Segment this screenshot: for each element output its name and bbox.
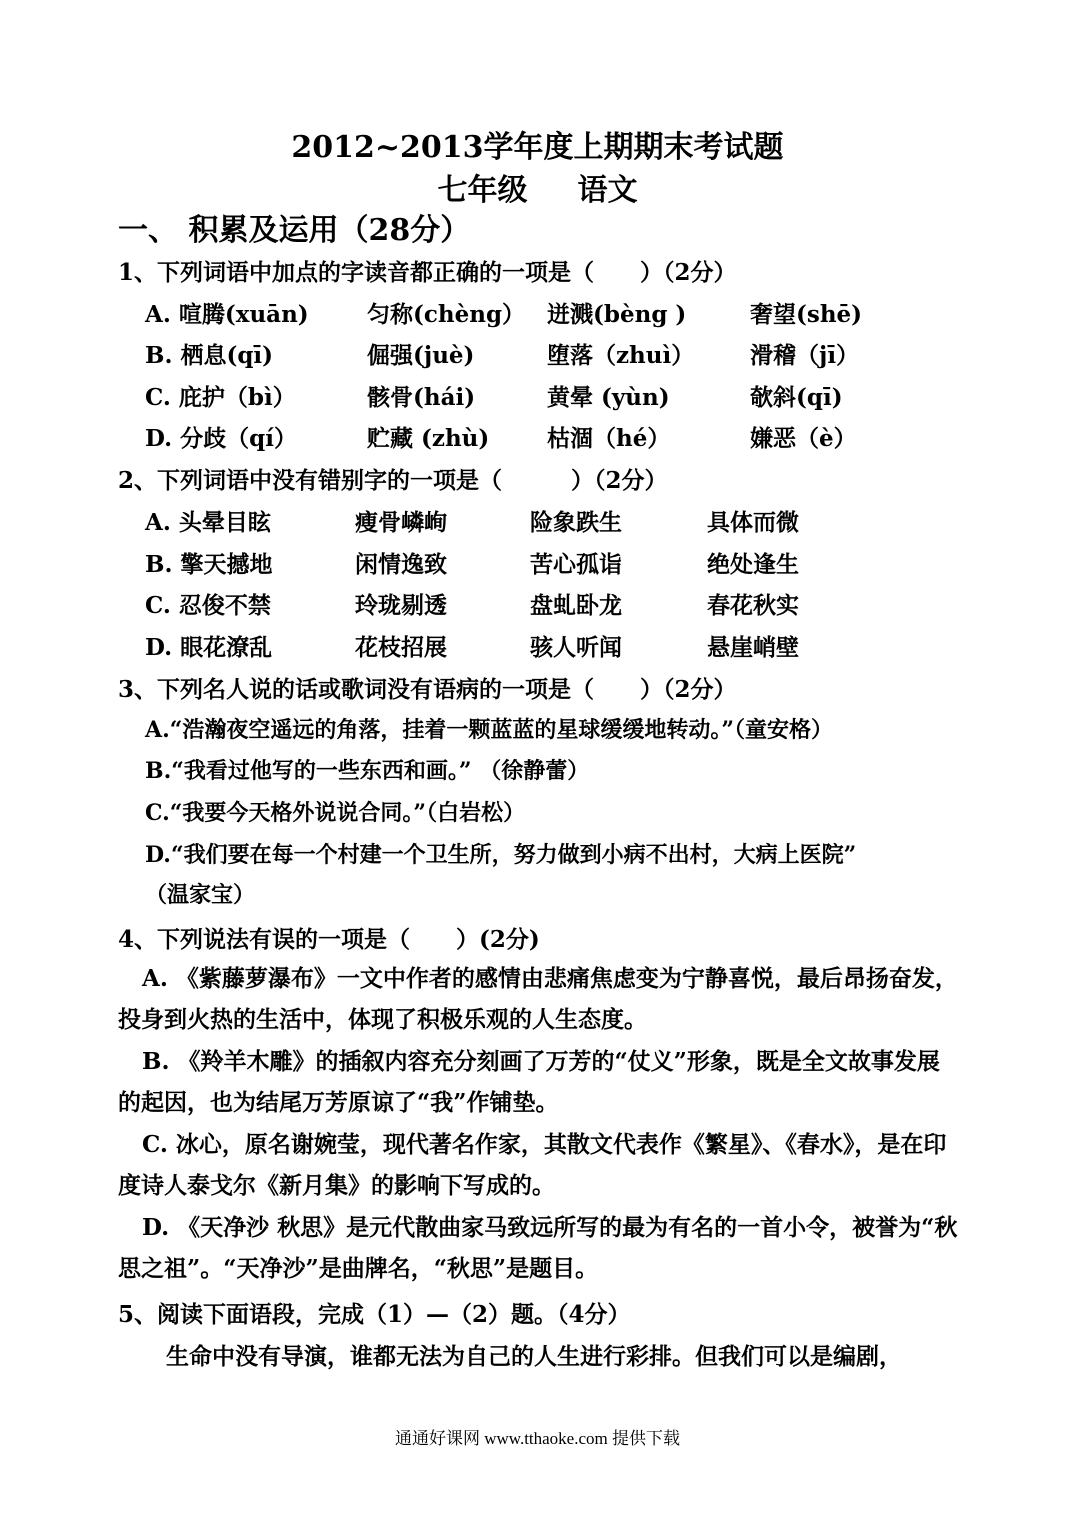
option-cell: C. 忍俊不禁 (145, 592, 271, 619)
option-cell: 嫌恶（è） (750, 425, 857, 452)
q4-option-a-text: A. 《紫藤萝瀑布》一文中作者的感情由悲痛焦虑变为宁静喜悦，最后昂扬奋发，投身到火热的生活中，体现了积极乐观的人生态度。 (118, 965, 958, 1033)
option-cell: 具体而微 (707, 509, 799, 536)
question-2-stem: 2、下列词语中没有错别字的一项是（ ）（2分） (118, 467, 668, 494)
option-cell: 盘虬卧龙 (530, 592, 622, 619)
q4-option-c (118, 1124, 958, 1206)
option-cell: 匀称(chèng） (367, 301, 526, 328)
question-3-stem: 3、下列名人说的话或歌词没有语病的一项是（ ）（2分） (118, 676, 737, 703)
option-cell: 春花秋实 (707, 592, 799, 619)
option-cell: 悬崖峭壁 (707, 634, 799, 661)
option-cell: 迸溅(bèng ) (547, 301, 687, 328)
option-cell: 堕落（zhuì） (547, 342, 695, 369)
option-cell: 瘦骨嶙峋 (355, 509, 447, 536)
exam-subtitle (0, 165, 1075, 209)
option-cell: 倔强(juè) (367, 342, 475, 369)
question-5-stem: 5、阅读下面语段，完成（1）—（2）题。（4分） (118, 1301, 631, 1328)
q4-option-d-text: D. 《天净沙 秋思》是元代散曲家马致远所写的最为有名的一首小令，被誉为“秋思之祖”。“天净沙”是曲牌名，“秋思”是题目。 (118, 1214, 958, 1282)
q4-option-d (118, 1207, 958, 1289)
option-cell: 绝处逢生 (707, 551, 799, 578)
option-cell: 闲情逸致 (355, 551, 447, 578)
option-cell: B. 擎天撼地 (145, 551, 273, 578)
option-cell: D. 分歧（qí） (145, 425, 297, 452)
q4-option-c-text: C. 冰心，原名谢婉莹，现代著名作家，其散文代表作《繁星》、《春水》，是在印度诗人泰戈尔《新月集》的影响下写成的。 (118, 1131, 947, 1199)
option-cell: B. 栖息(qī) (145, 342, 274, 369)
option-cell: 苦心孤诣 (530, 551, 622, 578)
question-4-stem: 4、下列说法有误的一项是（ ）(2分) (118, 926, 540, 953)
q3-option-a: A.“浩瀚夜空遥远的角落，挂着一颗蓝蓝的星球缓缓地转动。”（童安格） (145, 717, 834, 743)
option-cell: D. 眼花潦乱 (145, 634, 273, 661)
option-cell: A. 头晕目眩 (145, 509, 271, 536)
q3-option-b: B.“我看过他写的一些东西和画。” （徐静蕾） (145, 758, 590, 784)
question-1-stem: 1、下列词语中加点的字读音都正确的一项是（ ）（2分） (118, 259, 737, 286)
option-cell: 骸骨(hái) (367, 384, 476, 411)
option-cell: 险象跌生 (530, 509, 622, 536)
q4-option-a (118, 958, 958, 1040)
option-cell: 欹斜(qī) (750, 384, 843, 411)
page-footer: 通通好课网 www.tthaoke.com 提供下载 (394, 1429, 681, 1448)
option-cell: 奢望(shē) (750, 301, 863, 328)
q4-option-b-text: B. 《羚羊木雕》的插叙内容充分刻画了万芳的“仗义”形象，既是全文故事发展的起因，也为结尾万芳原谅了“我”作铺垫。 (118, 1048, 940, 1116)
section-heading: 一、 积累及运用（28分） (118, 213, 471, 248)
exam-title: 2012~2013学年度上期期末考试题 (291, 130, 784, 165)
option-cell: 骇人听闻 (530, 634, 622, 661)
option-cell: 枯涸（hé） (547, 425, 671, 452)
q3-option-d: D.“我们要在每一个村建一个卫生所，努力做到小病不出村，大病上医院” (145, 842, 857, 868)
q3-option-c: C.“我要今天格外说说合同。”（白岩松） (145, 800, 526, 826)
subject-label: 语文 (577, 173, 638, 208)
grade-label: 七年级 (437, 173, 528, 208)
q5-passage: 生命中没有导演，谁都无法为自己的人生进行彩排。但我们可以是编剧， (166, 1343, 902, 1370)
option-cell: 黄晕 (yùn) (547, 384, 670, 411)
option-cell: A. 喧腾(xuān) (145, 301, 309, 328)
option-cell: 玲珑剔透 (355, 592, 447, 619)
q4-option-b (118, 1041, 958, 1123)
q3-option-d-attribution: （温家宝） (145, 882, 256, 908)
option-cell: C. 庇护（bì） (145, 384, 296, 411)
option-cell: 花枝招展 (355, 634, 447, 661)
option-cell: 滑稽（jī） (750, 342, 860, 369)
option-cell: 贮藏 (zhù) (367, 425, 490, 452)
